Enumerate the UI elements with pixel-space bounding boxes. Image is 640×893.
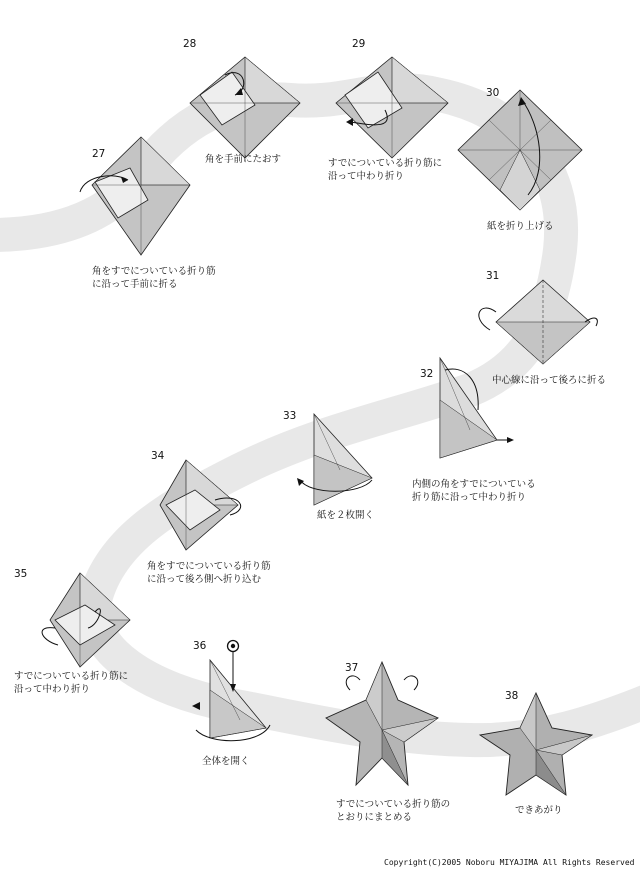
step-31-figure [479,280,598,364]
step-38-number: 38 [505,690,519,702]
step-36-instruction: 全体を開く [202,756,250,767]
step-38-instruction: できあがり [515,805,563,816]
step-27-instruction: 角をすでについている折り筋 に沿って手前に折る [92,266,216,290]
step-31-number: 31 [486,270,500,282]
step-32-number: 32 [420,368,434,380]
step-28-instruction: 角を手前にたおす [205,154,282,165]
step-29-figure [336,57,448,158]
step-30-instruction: 紙を折り上げる [487,221,554,232]
step-33-instruction: 紙を２枚開く [317,510,375,521]
step-36-number: 36 [193,640,207,652]
step-37-number: 37 [345,662,359,674]
copyright-notice: Copyright(C)2005 Noboru MIYAJIMA All Rights Reserved [384,858,635,867]
step-31-instruction: 中心線に沿って後ろに折る [492,375,607,386]
step-34-number: 34 [151,450,165,462]
step-28-number: 28 [183,38,197,50]
step-37-figure [326,662,438,785]
step-30-number: 30 [486,87,500,99]
step-28-figure [190,57,300,158]
step-29-instruction: すでについている折り筋に 沿って中わり折り [328,158,443,182]
step-35-number: 35 [14,568,28,580]
step-32-instruction: 内側の角をすでについている 折り筋に沿って中わり折り [412,479,536,503]
step-33-number: 33 [283,410,297,422]
step-35-instruction: すでについている折り筋に 沿って中わり折り [14,671,129,695]
step-38-figure [480,693,592,795]
step-34-instruction: 角をすでについている折り筋 に沿って後ろ側へ折り込む [147,561,271,585]
step-37-instruction: すでについている折り筋の とおりにまとめる [336,799,451,823]
step-29-number: 29 [352,38,366,50]
step-27-number: 27 [92,148,106,160]
